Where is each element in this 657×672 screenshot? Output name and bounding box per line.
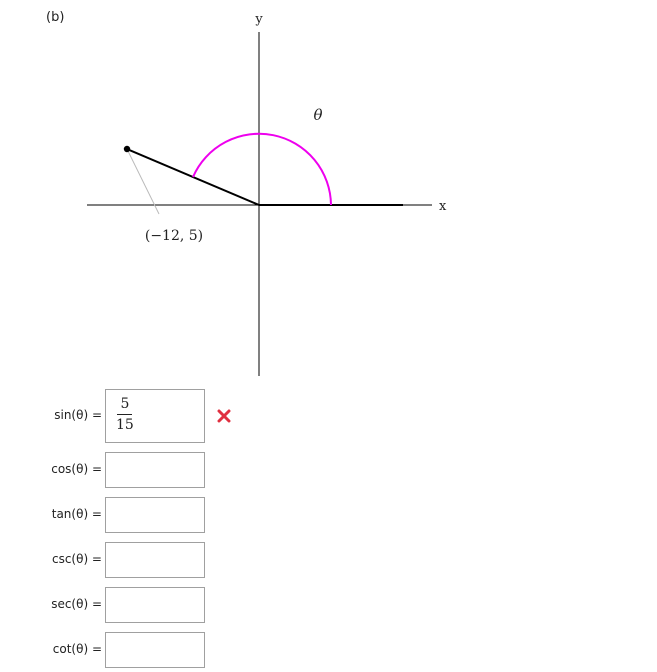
sin-denominator: 15	[116, 417, 134, 433]
sec-row	[0, 587, 657, 623]
tan-row	[0, 497, 657, 533]
sin-answer-input[interactable]	[105, 389, 205, 443]
sin-label: sin(θ) =	[54, 408, 102, 422]
x-axis-label: x	[439, 199, 447, 214]
tan-label: tan(θ) =	[51, 507, 102, 521]
terminal-point	[124, 146, 130, 152]
angle-arc	[193, 134, 331, 205]
csc-label: csc(θ) =	[51, 552, 102, 566]
cos-row	[0, 452, 657, 488]
sin-numerator: 5	[117, 396, 132, 415]
sin-fraction	[116, 396, 134, 433]
point-leader-line	[127, 149, 159, 214]
sin-row	[0, 389, 657, 443]
y-axis-label: y	[255, 12, 263, 27]
csc-row	[0, 542, 657, 578]
point-label: (−12, 5)	[144, 228, 204, 244]
part-label: (b)	[46, 10, 65, 25]
cot-answer-input[interactable]	[105, 632, 205, 668]
tan-answer-input[interactable]	[105, 497, 205, 533]
csc-answer-input[interactable]	[105, 542, 205, 578]
cos-label: cos(θ) =	[51, 462, 102, 476]
sec-answer-input[interactable]	[105, 587, 205, 623]
cos-answer-input[interactable]	[105, 452, 205, 488]
cot-label: cot(θ) =	[52, 642, 102, 656]
incorrect-x-icon	[217, 409, 231, 423]
angle-label: θ	[313, 106, 323, 124]
cot-row	[0, 632, 657, 668]
sec-label: sec(θ) =	[51, 597, 102, 611]
